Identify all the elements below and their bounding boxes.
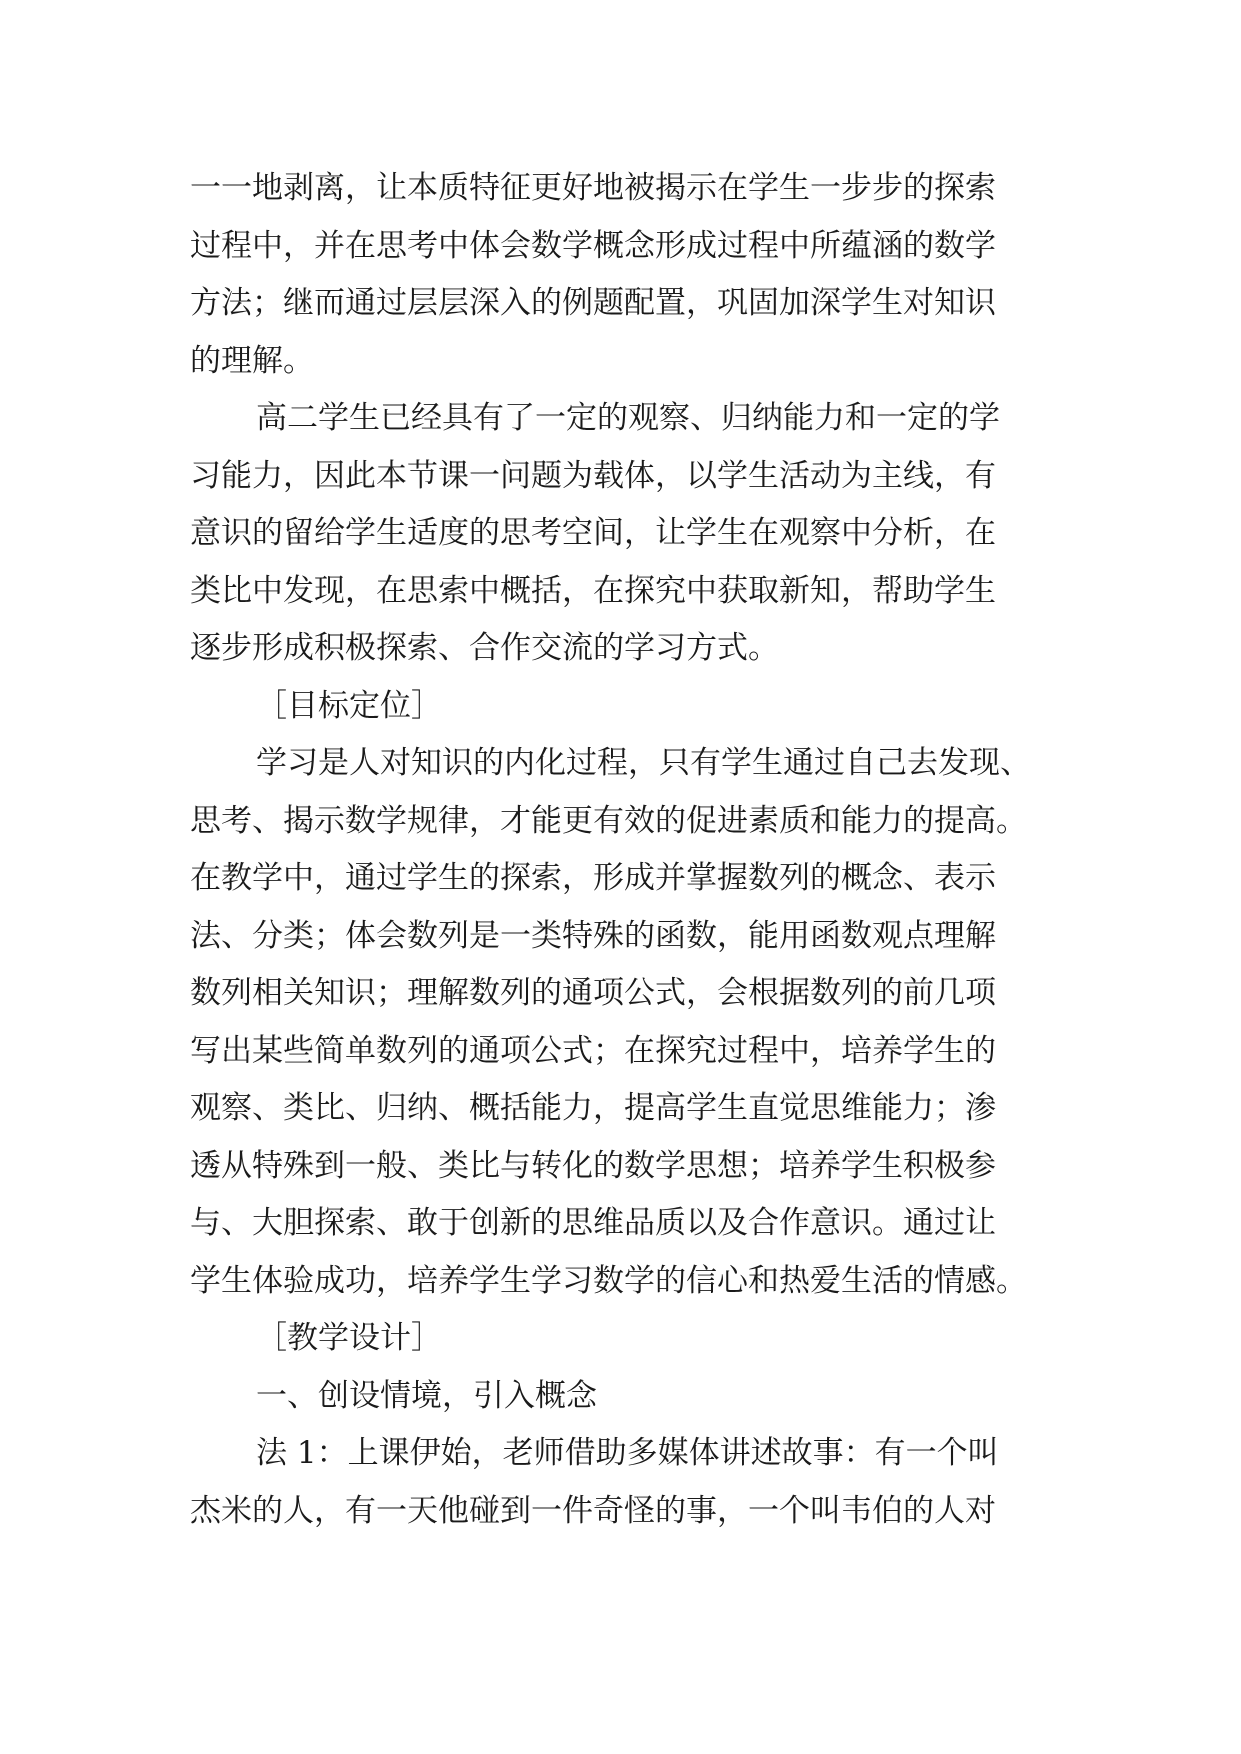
text-line: 思考、揭示数学规律，才能更有效的促进素质和能力的提高。: [190, 802, 1027, 839]
text-line: 在教学中，通过学生的探索，形成并掌握数列的概念、表示: [190, 860, 996, 896]
text-line: 意识的留给学生适度的思考空间，让学生在观察中分析，在: [190, 515, 996, 551]
text-line: 的理解。: [190, 342, 314, 379]
text-line: 一一地剥离，让本质特征更好地被揭示在学生一步步的探索: [190, 170, 996, 206]
text-line: 法 1：上课伊始，老师借助多媒体讲述故事：有一个叫: [256, 1435, 999, 1471]
text-line: 透从特殊到一般、类比与转化的数学思想；培养学生积极参: [190, 1147, 996, 1184]
text-line: 杰米的人，有一天他碰到一件奇怪的事，一个叫韦伯的人对: [190, 1492, 996, 1529]
text-line: 高二学生已经具有了一定的观察、归纳能力和一定的学: [256, 400, 1000, 436]
text-line: 类比中发现，在思索中概括，在探究中获取新知，帮助学生: [190, 572, 996, 609]
text-line: 过程中，并在思考中体会数学概念形成过程中所蕴涵的数学: [190, 227, 996, 264]
text-line: 习能力，因此本节课一问题为载体，以学生活动为主线，有: [190, 457, 996, 494]
text-line: 逐步形成积极探索、合作交流的学习方式。: [190, 630, 779, 666]
section-heading: ［教学设计］: [256, 1320, 442, 1356]
text-line: 学生体验成功，培养学生学习数学的信心和热爱生活的情感。: [190, 1262, 1027, 1299]
text-line: 学习是人对知识的内化过程，只有学生通过自己去发现、: [256, 745, 1031, 781]
section-heading: ［目标定位］: [256, 687, 442, 724]
text-line: 方法；继而通过层层深入的例题配置，巩固加深学生对知识: [190, 285, 996, 321]
document-body: [190, 160, 1056, 1540]
text-line: 写出某些简单数列的通项公式；在探究过程中，培养学生的: [190, 1032, 996, 1069]
text-line: 法、分类；体会数列是一类特殊的函数，能用函数观点理解: [190, 917, 996, 954]
text-line: 数列相关知识；理解数列的通项公式，会根据数列的前几项: [190, 975, 996, 1011]
text-line: 与、大胆探索、敢于创新的思维品质以及合作意识。通过让: [190, 1205, 996, 1241]
text-line: 观察、类比、归纳、概括能力，提高学生直觉思维能力；渗: [190, 1090, 996, 1126]
subsection-heading: 一、创设情境，引入概念: [256, 1377, 597, 1414]
